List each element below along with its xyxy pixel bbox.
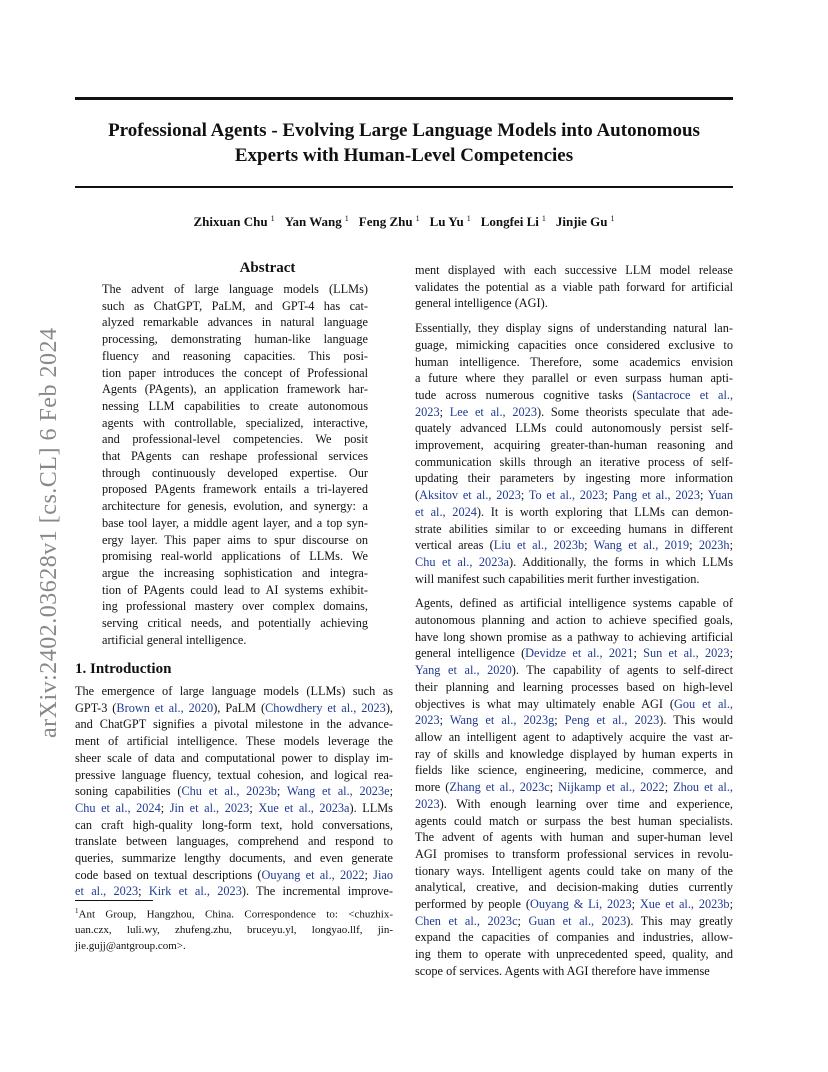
author xyxy=(285,214,349,229)
citation-link[interactable]: Nijkamp et al., 2022 xyxy=(558,780,665,795)
text-line: tionary ways. Intelligent agents could take on many of the xyxy=(415,863,733,878)
text-line: soning capabilities (Chu et al., 2023b; Wang et al., 2023e; xyxy=(75,784,393,799)
text-line: GPT-3 (Brown et al., 2020), PaLM (Chowdhery et al., 2023), xyxy=(75,700,393,715)
citation-link[interactable]: Ouyang et al., 2022 xyxy=(261,867,365,882)
author-name: Lu Yu xyxy=(429,214,464,230)
text-line: such as ChatGPT, PaLM, and GPT-4 has cat- xyxy=(102,298,368,313)
author xyxy=(430,214,471,229)
citation-link[interactable]: Aksitov et al., 2023 xyxy=(419,488,521,503)
text-line: tude across numerous cognitive tasks (Santacroce et al., xyxy=(415,387,734,402)
text-line: Chu et al., 2024; Jin et al., 2023; Xue et al., 2023a). LLMs xyxy=(75,800,393,815)
author-list xyxy=(75,214,733,230)
text-line: human intelligence. Therefore, some academics envision xyxy=(415,354,733,369)
text-line: a future where they parallel or even surpass human apti- xyxy=(415,371,733,386)
author xyxy=(556,214,615,229)
text-line: ergy layer. This paper aims to spur discourse on xyxy=(102,532,368,547)
text-line: fields like science, engineering, medicine, commerce, and xyxy=(415,763,733,778)
text-line: allow an intelligent agent to adaptively acquire the vast ar- xyxy=(415,729,733,744)
text-line: validates the potential as a viable path forward for artificial xyxy=(415,279,733,294)
text-line: tion of PAgents could lead to AI systems exhibit- xyxy=(102,582,368,597)
footnote-line: jie.gujj@antgroup.com>. xyxy=(75,939,186,952)
citation-link[interactable]: Jin et al., 2023 xyxy=(169,800,250,815)
affiliation-mark: 1 xyxy=(270,214,275,223)
text-line: base tool layer, a middle agent layer, and a top syn- xyxy=(102,515,368,530)
title-line-2: Experts with Human-Level Competencies xyxy=(234,145,574,166)
text-line: strate abilities similar to or exceeding humans in different xyxy=(415,521,733,536)
author xyxy=(193,214,274,229)
text-line: can craft high-quality long-form text, hold conversations, xyxy=(75,817,393,832)
citation-link[interactable]: Ouyang & Li, 2023 xyxy=(529,897,632,912)
author-name: Zhixuan Chu xyxy=(193,214,268,230)
citation-link[interactable]: Chowdhery et al., 2023 xyxy=(265,700,386,715)
citation-link[interactable]: 2023 xyxy=(415,713,440,728)
text-line: their planning and learning processes based on high-level xyxy=(415,679,733,694)
citation-link[interactable]: Yuan xyxy=(707,488,733,503)
affiliation-mark: 1 xyxy=(344,214,349,223)
text-line: through continuously developed expertise. Our xyxy=(102,465,368,480)
text-line: performed by people (Ouyang & Li, 2023; Xue et al., 2023b; xyxy=(415,897,733,912)
author-name: Yan Wang xyxy=(284,214,342,230)
citation-link[interactable]: 2023 xyxy=(415,404,440,419)
text-line: general intelligence (Devidze et al., 2021; Sun et al., 2023; xyxy=(415,646,733,661)
text-line: sheer scale of data and computational power to display im- xyxy=(75,750,393,765)
text-line: code based on textual descriptions (Ouyang et al., 2022; Jiao xyxy=(75,867,393,882)
text-line: promising real-world applications of LLMs. We xyxy=(102,549,368,564)
text-line: objectives is what may ultimately enable AGI (Gou et al., xyxy=(415,696,733,711)
citation-link[interactable]: Zhang et al., 2023c xyxy=(449,780,550,795)
affiliation-mark: 1 xyxy=(541,214,546,223)
text-line: agents with controllable, specialized, interactive, xyxy=(102,415,368,430)
text-line: alyzed remarkable advances in natural language xyxy=(102,315,368,330)
text-line: and professional-level competencies. We posit xyxy=(102,432,368,447)
text-line: argue the increasing sophistication and integra- xyxy=(102,565,368,580)
arxiv-identifier: arXiv:2402.03628v1 [cs.CL] 6 Feb 2024 xyxy=(36,327,62,738)
text-line: have long shown promise as a pathway to achieving artificial xyxy=(415,629,733,644)
citation-link[interactable]: Chen et al., 2023c xyxy=(415,913,518,928)
text-line: general intelligence (AGI). xyxy=(415,296,548,311)
text-line: autonomous planning and action to achieve specified goals, xyxy=(415,613,733,628)
text-line: ray of skills and knowledge displayed by human experts in xyxy=(415,746,733,761)
citation-link[interactable]: Chu et al., 2024 xyxy=(75,800,161,815)
citation-link[interactable]: Wang et al., 2023e xyxy=(286,784,390,799)
citation-link[interactable]: To et al., 2023 xyxy=(528,488,605,503)
paper-title xyxy=(75,118,733,168)
citation-link[interactable]: Xue et al., 2023b xyxy=(639,897,730,912)
text-line: will manifest such capabilities merit further investigation. xyxy=(415,571,700,586)
author xyxy=(359,214,420,229)
paragraph xyxy=(415,320,733,587)
text-line: updating their parameters by ingesting more information xyxy=(415,471,733,486)
title-bottom-rule xyxy=(75,186,733,188)
text-line: pressive language fluency, textual cohesion, and logical rea- xyxy=(75,767,393,782)
author-name: Longfei Li xyxy=(480,214,539,230)
text-line: nessing LLM capabilities to create autonomous xyxy=(102,398,368,413)
footnote-line: uan.czx, luli.wy, zhufeng.zhu, bruceyu.yl, longyao.llf, jin- xyxy=(75,924,393,937)
text-line: Chen et al., 2023c; Guan et al., 2023). This may greatly xyxy=(415,913,733,928)
citation-link[interactable]: Brown et al., 2020 xyxy=(116,700,214,715)
text-line: processing, demonstrating human-like language xyxy=(102,332,368,347)
introduction-body xyxy=(75,683,393,900)
text-line: serving critical needs, and potentially achieving xyxy=(102,616,368,631)
abstract-heading: Abstract xyxy=(239,260,296,276)
paragraph xyxy=(415,262,733,312)
citation-link[interactable]: Liu et al., 2023b xyxy=(493,538,585,553)
citation-link[interactable]: Zhou et al., xyxy=(673,780,733,795)
citation-link[interactable]: Wang et al., 2023g xyxy=(449,713,555,728)
text-line: and ChatGPT signifies a pivotal milestone in the advance- xyxy=(75,717,393,732)
text-line: Agents, defined as artificial intelligence systems capable of xyxy=(415,596,733,611)
text-line: Essentially, they display signs of understanding natural lan- xyxy=(415,321,733,336)
abstract-body xyxy=(102,281,368,648)
text-line: vertical areas (Liu et al., 2023b; Wang et al., 2019; 2023h; xyxy=(415,538,733,553)
footnote xyxy=(75,904,393,954)
citation-link[interactable]: Jiao xyxy=(373,867,393,882)
text-line: queries, summarize lengthy documents, and even generate xyxy=(75,851,393,866)
text-line: quately advanced LLMs could autonomously persist self- xyxy=(415,421,733,436)
text-line: (Aksitov et al., 2023; To et al., 2023; Pang et al., 2023; Yuan xyxy=(415,488,733,503)
text-line: proposed PAgents framework entails a tri-layered xyxy=(102,482,368,497)
text-line: ment of artificial intelligence. These models leverage the xyxy=(75,734,393,749)
text-line: communication skills through an iterative process of self- xyxy=(415,454,733,469)
citation-link[interactable]: et al., 2023 xyxy=(75,884,139,899)
author-name: Feng Zhu xyxy=(358,214,413,230)
text-line: that PAgents can reshape professional services xyxy=(102,449,368,464)
citation-link[interactable]: et al., 2024 xyxy=(415,504,477,519)
citation-link[interactable]: Chu et al., 2023b xyxy=(181,784,277,799)
text-line: 2023; Wang et al., 2023g; Peng et al., 2023). This would xyxy=(415,713,733,728)
text-line: artificial general intelligence. xyxy=(102,632,247,647)
text-line: fluency and reasoning capacities. This posi- xyxy=(102,348,368,363)
text-line: AGI promises to transform professional services in revolu- xyxy=(415,846,733,861)
author-name: Jinjie Gu xyxy=(555,214,608,230)
text-line: 2023; Lee et al., 2023). Some theorists speculate that ade- xyxy=(415,404,733,419)
citation-link[interactable]: Kirk et al., 2023 xyxy=(148,884,242,899)
citation-link[interactable]: Chu et al., 2023a xyxy=(415,554,509,569)
text-line: et al., 2024). It is worth exploring that LLMs can demon- xyxy=(415,504,733,519)
text-line: tion paper introduces the concept of Professional xyxy=(102,365,368,380)
text-line: The emergence of large language models (LLMs) such as xyxy=(75,684,393,698)
text-line: expand the capacities of companies and industries, allow- xyxy=(415,930,733,945)
citation-link[interactable]: Lee et al., 2023 xyxy=(449,404,537,419)
text-line: more (Zhang et al., 2023c; Nijkamp et al., 2022; Zhou et al., xyxy=(415,780,733,795)
citation-link[interactable]: Pang et al., 2023 xyxy=(612,488,700,503)
text-line: ment displayed with each successive LLM model release xyxy=(415,263,733,277)
paragraph xyxy=(415,595,733,979)
text-line: ing them to operate with unprecedented speed, quality, and xyxy=(415,947,733,962)
text-line: ing professional mastery over complex domains, xyxy=(102,599,368,614)
text-line: guage, mimicking capacities once considered exclusive to xyxy=(415,337,733,352)
citation-link[interactable]: Wang et al., 2019 xyxy=(593,538,690,553)
text-line: Agents (PAgents), an application framework har- xyxy=(102,382,368,397)
citation-link[interactable]: 2023h xyxy=(698,538,730,553)
text-line: Yang et al., 2020). The capability of agents to self-direct xyxy=(415,663,734,678)
text-line: translate between languages, comprehend and respond to xyxy=(75,834,393,849)
citation-link[interactable]: 2023 xyxy=(415,796,440,811)
text-line: agents could match or surpass the best human specialists. xyxy=(415,813,733,828)
citation-link[interactable]: Peng et al., 2023 xyxy=(564,713,660,728)
citation-link[interactable]: Xue et al., 2023a xyxy=(258,800,350,815)
text-line: analytical, creative, and decision-making duties currently xyxy=(415,880,733,895)
footnote-mark: 1 xyxy=(75,907,79,915)
text-line: The advent of large language models (LLMs) xyxy=(102,282,368,296)
footnote-rule xyxy=(75,900,153,901)
author xyxy=(481,214,546,229)
text-line: The advent of agents with human and super-human level xyxy=(415,830,733,845)
citation-link[interactable]: Guan et al., 2023 xyxy=(528,913,627,928)
text-line: improvement, acquiring greater-than-human reasoning and xyxy=(415,438,733,453)
text-line: architecture for genesis, evolution, and synergy: a xyxy=(102,499,368,514)
citation-link[interactable]: Sun et al., 2023 xyxy=(643,646,730,661)
affiliation-mark: 1 xyxy=(466,214,471,223)
text-line: 2023). With enough learning over time and experience, xyxy=(415,796,733,811)
citation-link[interactable]: Gou et al., xyxy=(674,696,733,711)
citation-link[interactable]: Yang et al., 2020 xyxy=(415,663,512,678)
introduction-heading: 1. Introduction xyxy=(75,661,172,677)
affiliation-mark: 1 xyxy=(610,214,615,223)
top-rule-thick xyxy=(75,97,733,100)
title-line-1: Professional Agents - Evolving Large Language Models into Autonomous xyxy=(108,120,700,141)
footnote-line: $^1$Ant Group, Hangzhou, China. Correspondence to: <chuzhix- xyxy=(75,907,393,921)
text-line: scope of services. Agents with AGI therefore have immense xyxy=(415,963,710,978)
text-line: Chu et al., 2023a). Additionally, the forms in which LLMs xyxy=(415,554,733,569)
text-line: et al., 2023; Kirk et al., 2023). The incremental improve- xyxy=(75,884,393,899)
citation-link[interactable]: Devidze et al., 2021 xyxy=(525,646,634,661)
right-column-body xyxy=(415,262,733,988)
citation-link[interactable]: Santacroce et al., xyxy=(636,387,734,402)
affiliation-mark: 1 xyxy=(415,214,420,223)
